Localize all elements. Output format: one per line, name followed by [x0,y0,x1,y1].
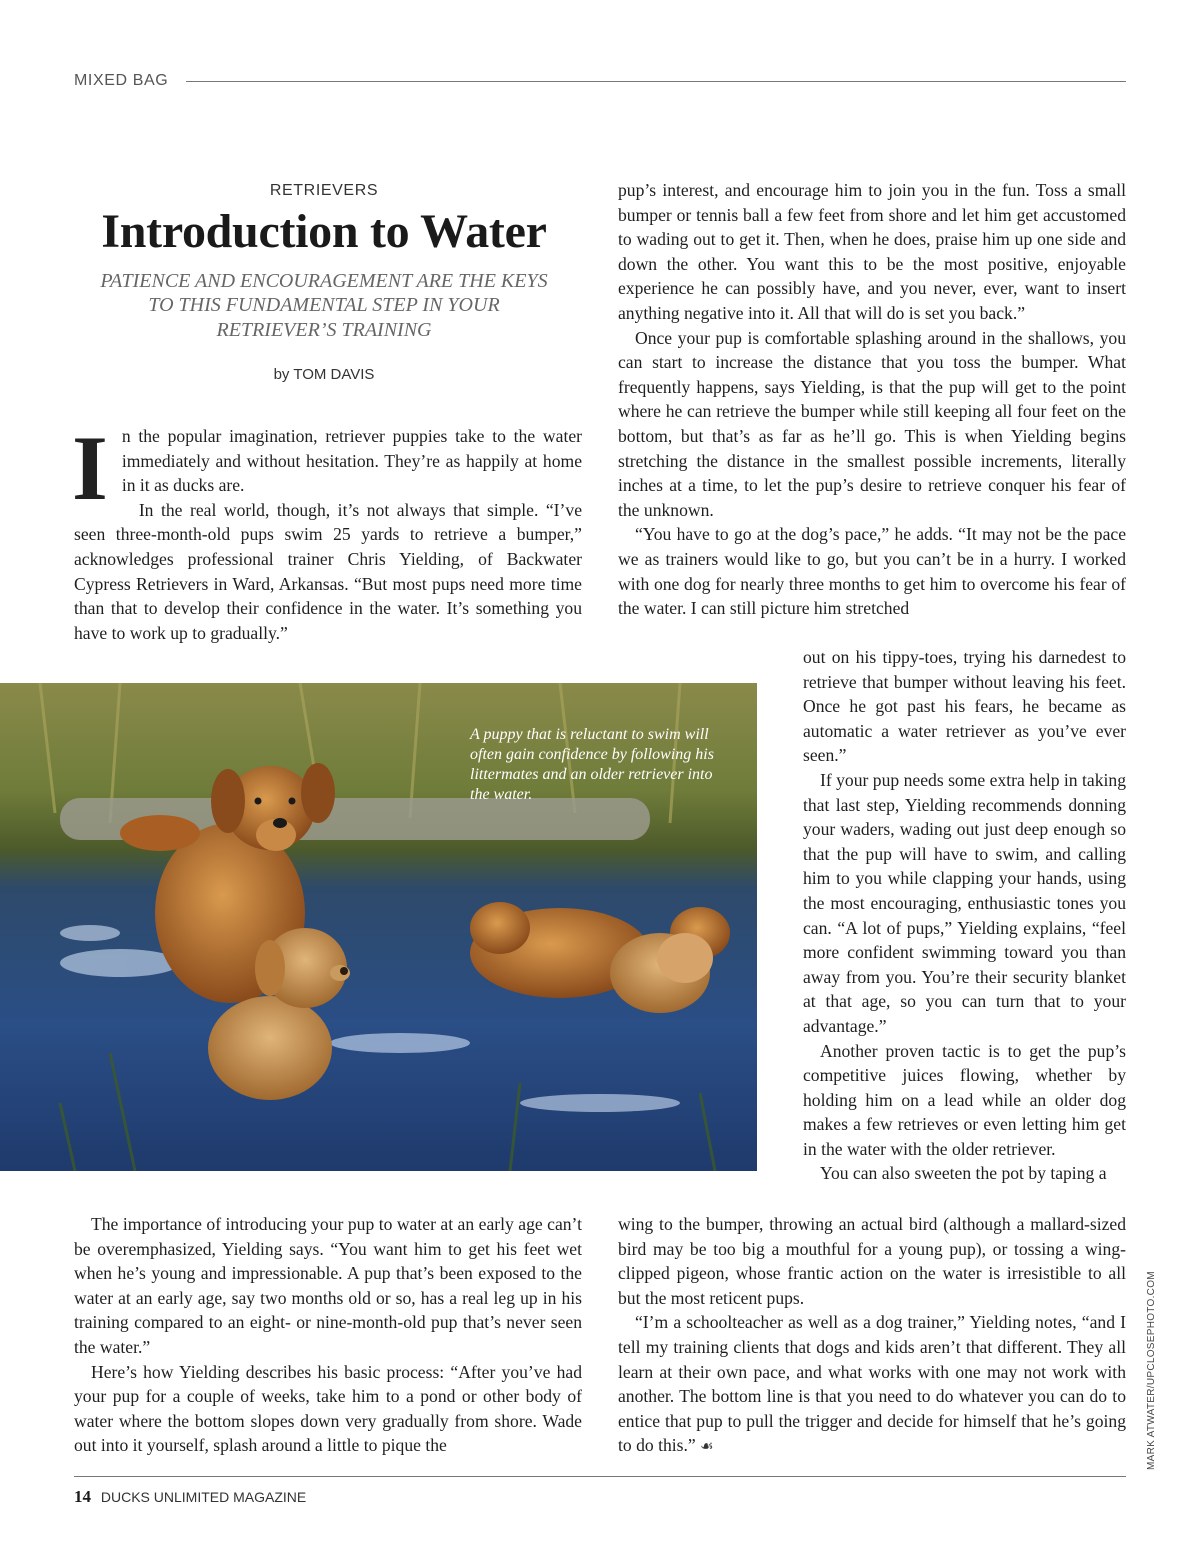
title-block [70,182,578,383]
article-kicker: RETRIEVERS [269,182,379,199]
footer [74,1487,306,1507]
body-paragraph: pup’s interest, and encourage him to join you in the fun. Toss a small bumper or tennis ball a few feet from shore and let him get accustomed to wading out to get it. Then, when he does, praise him up one side and down the other. You want this to be the most positive, enjoyable experience he can possibly have, and you never, ever, want to insert anything negative into it. All that will do is set you back.” [618,180,1126,323]
body-column-left-bottom [74,1212,582,1458]
section-label: MIXED BAG [74,72,169,89]
header-rule [186,81,1126,82]
drop-cap: I [72,417,108,519]
body-paragraph: If your pup needs some extra help in taking that last step, Yielding recommends donning your waders, wading out just deep enough so that the pup will have to swim, and calling him to you while clapping your hands, using the most encouraging, enthusiastic tones you can. “A lot of pups,” Yielding explains, “feel more confident swimming toward you than away from you. You’re their security blanket at that age, so you can turn that to your advantage.” [803,769,1126,1036]
body-paragraph: wing to the bumper, throwing an actual bird (although a mallard-sized bird may be too big a mouthful for a young pup), or tossing a wing-clipped pigeon, whose frantic action on the water is irresistible to all but the most reticent pups. [618,1214,1126,1308]
footer-rule [74,1476,1126,1477]
body-paragraph: You can also sweeten the pot by taping a [820,1163,1107,1184]
article-title: Introduction to Water [101,205,547,258]
article-deck: PATIENCE AND ENCOURAGEMENT ARE THE KEYS TO THIS FUNDAMENTAL STEP IN YOUR RETRIEVER’S TRAINING [100,269,548,341]
byline-prefix: by [273,366,290,384]
body-paragraph: Here’s how Yielding describes his basic process: “After you’ve had your pup for a couple of weeks, take him to a pond or other body of water where the bottom slopes down very gradually from shore. Wade out into it yourself, splash around a little to pique the [74,1361,582,1456]
body-paragraph: out on his tippy-toes, trying his darnedest to retrieve that bumper without leaving his feet. Once he got past his fears, he became as automatic a water retriever as you’ve ever seen.” [803,647,1126,766]
publication-name: DUCKS UNLIMITED MAGAZINE [100,1489,307,1505]
body-paragraph: n the popular imagination, retriever puppies take to the water immediately and without hesitation. They’re as happily at home in it as ducks are. [121,426,582,496]
byline [70,366,578,383]
body-paragraph: Once your pup is comfortable splashing around in the shallows, you can start to increase the distance that you toss the bumper. What frequently happens, says Yielding, is that the pup will get to the point where he can retrieve the bumper while still keeping all four feet on the bottom, but that’s as far as he’ll go. This is when Yielding begins stretching the distance in the smallest possible increments, literally inches at a time, to let the pup’s desire to retrieve conquer his fear of the unknown. [618,327,1126,520]
photo-caption: A puppy that is reluctant to swim will often gain confidence by following his littermates and an older retriever into the water. [470,726,714,803]
body-paragraph-text: “I’m a schoolteacher as well as a dog trainer,” Yielding notes, “and I tell my training clients that dogs and kids aren’t that different. They all learn at their own pace, and what works with one may not work with another. The bottom line is that you need to do whatever you can do to entice that pup to pull the trigger and decide for himself that he’s going to do this.” [618,1312,1126,1456]
body-paragraph: Another proven tactic is to get the pup’s competitive juices flowing, whether by holding him on a lead while an older dog makes a few retrieves or even letting him get in the water with the older retriever. [803,1040,1126,1159]
body-column-right-bottom [618,1212,1126,1460]
body-paragraph: “You have to go at the dog’s pace,” he adds. “It may not be the pace we as trainers would like to go, but you can’t be in a hurry. I worked with one dog for nearly three months to get him to overcome his fear of the water. I can still picture him stretched [618,524,1126,619]
end-mark-icon: ☙ [700,1439,714,1456]
body-paragraph: The importance of introducing your pup to water at an early age can’t be overemphasized, Yielding says. “You want him to get his feet wet when he’s young and impressionable. A pup that’s been exposed to the water at an early age, say two months old or so, has a real leg up in his training compared to an eight- or nine-month-old pup that’s never seen the water.” [74,1214,582,1357]
body-column-right-top [618,178,1126,621]
page-number: 14 [74,1487,91,1506]
section-header [74,72,1126,94]
body-paragraph [618,1310,1126,1460]
body-column-right-narrow [803,645,1126,1186]
byline-author: TOM DAVIS [293,366,375,384]
photo-credit: MARK ATWATER/UPCLOSEPHOTO.COM [1146,1271,1157,1470]
body-paragraph: In the real world, though, it’s not always that simple. “I’ve seen three-month-old pups swim 25 yards to retrieve a bumper,” acknowledges professional trainer Chris Yielding, of Backwater Cypress Retrievers in Ward, Arkansas. “But most pups need more time than that to develop their confidence in the water. It’s something you have to work up to gradually.” [74,499,582,643]
body-column-left-top [72,417,582,645]
article-photo [0,683,757,1171]
